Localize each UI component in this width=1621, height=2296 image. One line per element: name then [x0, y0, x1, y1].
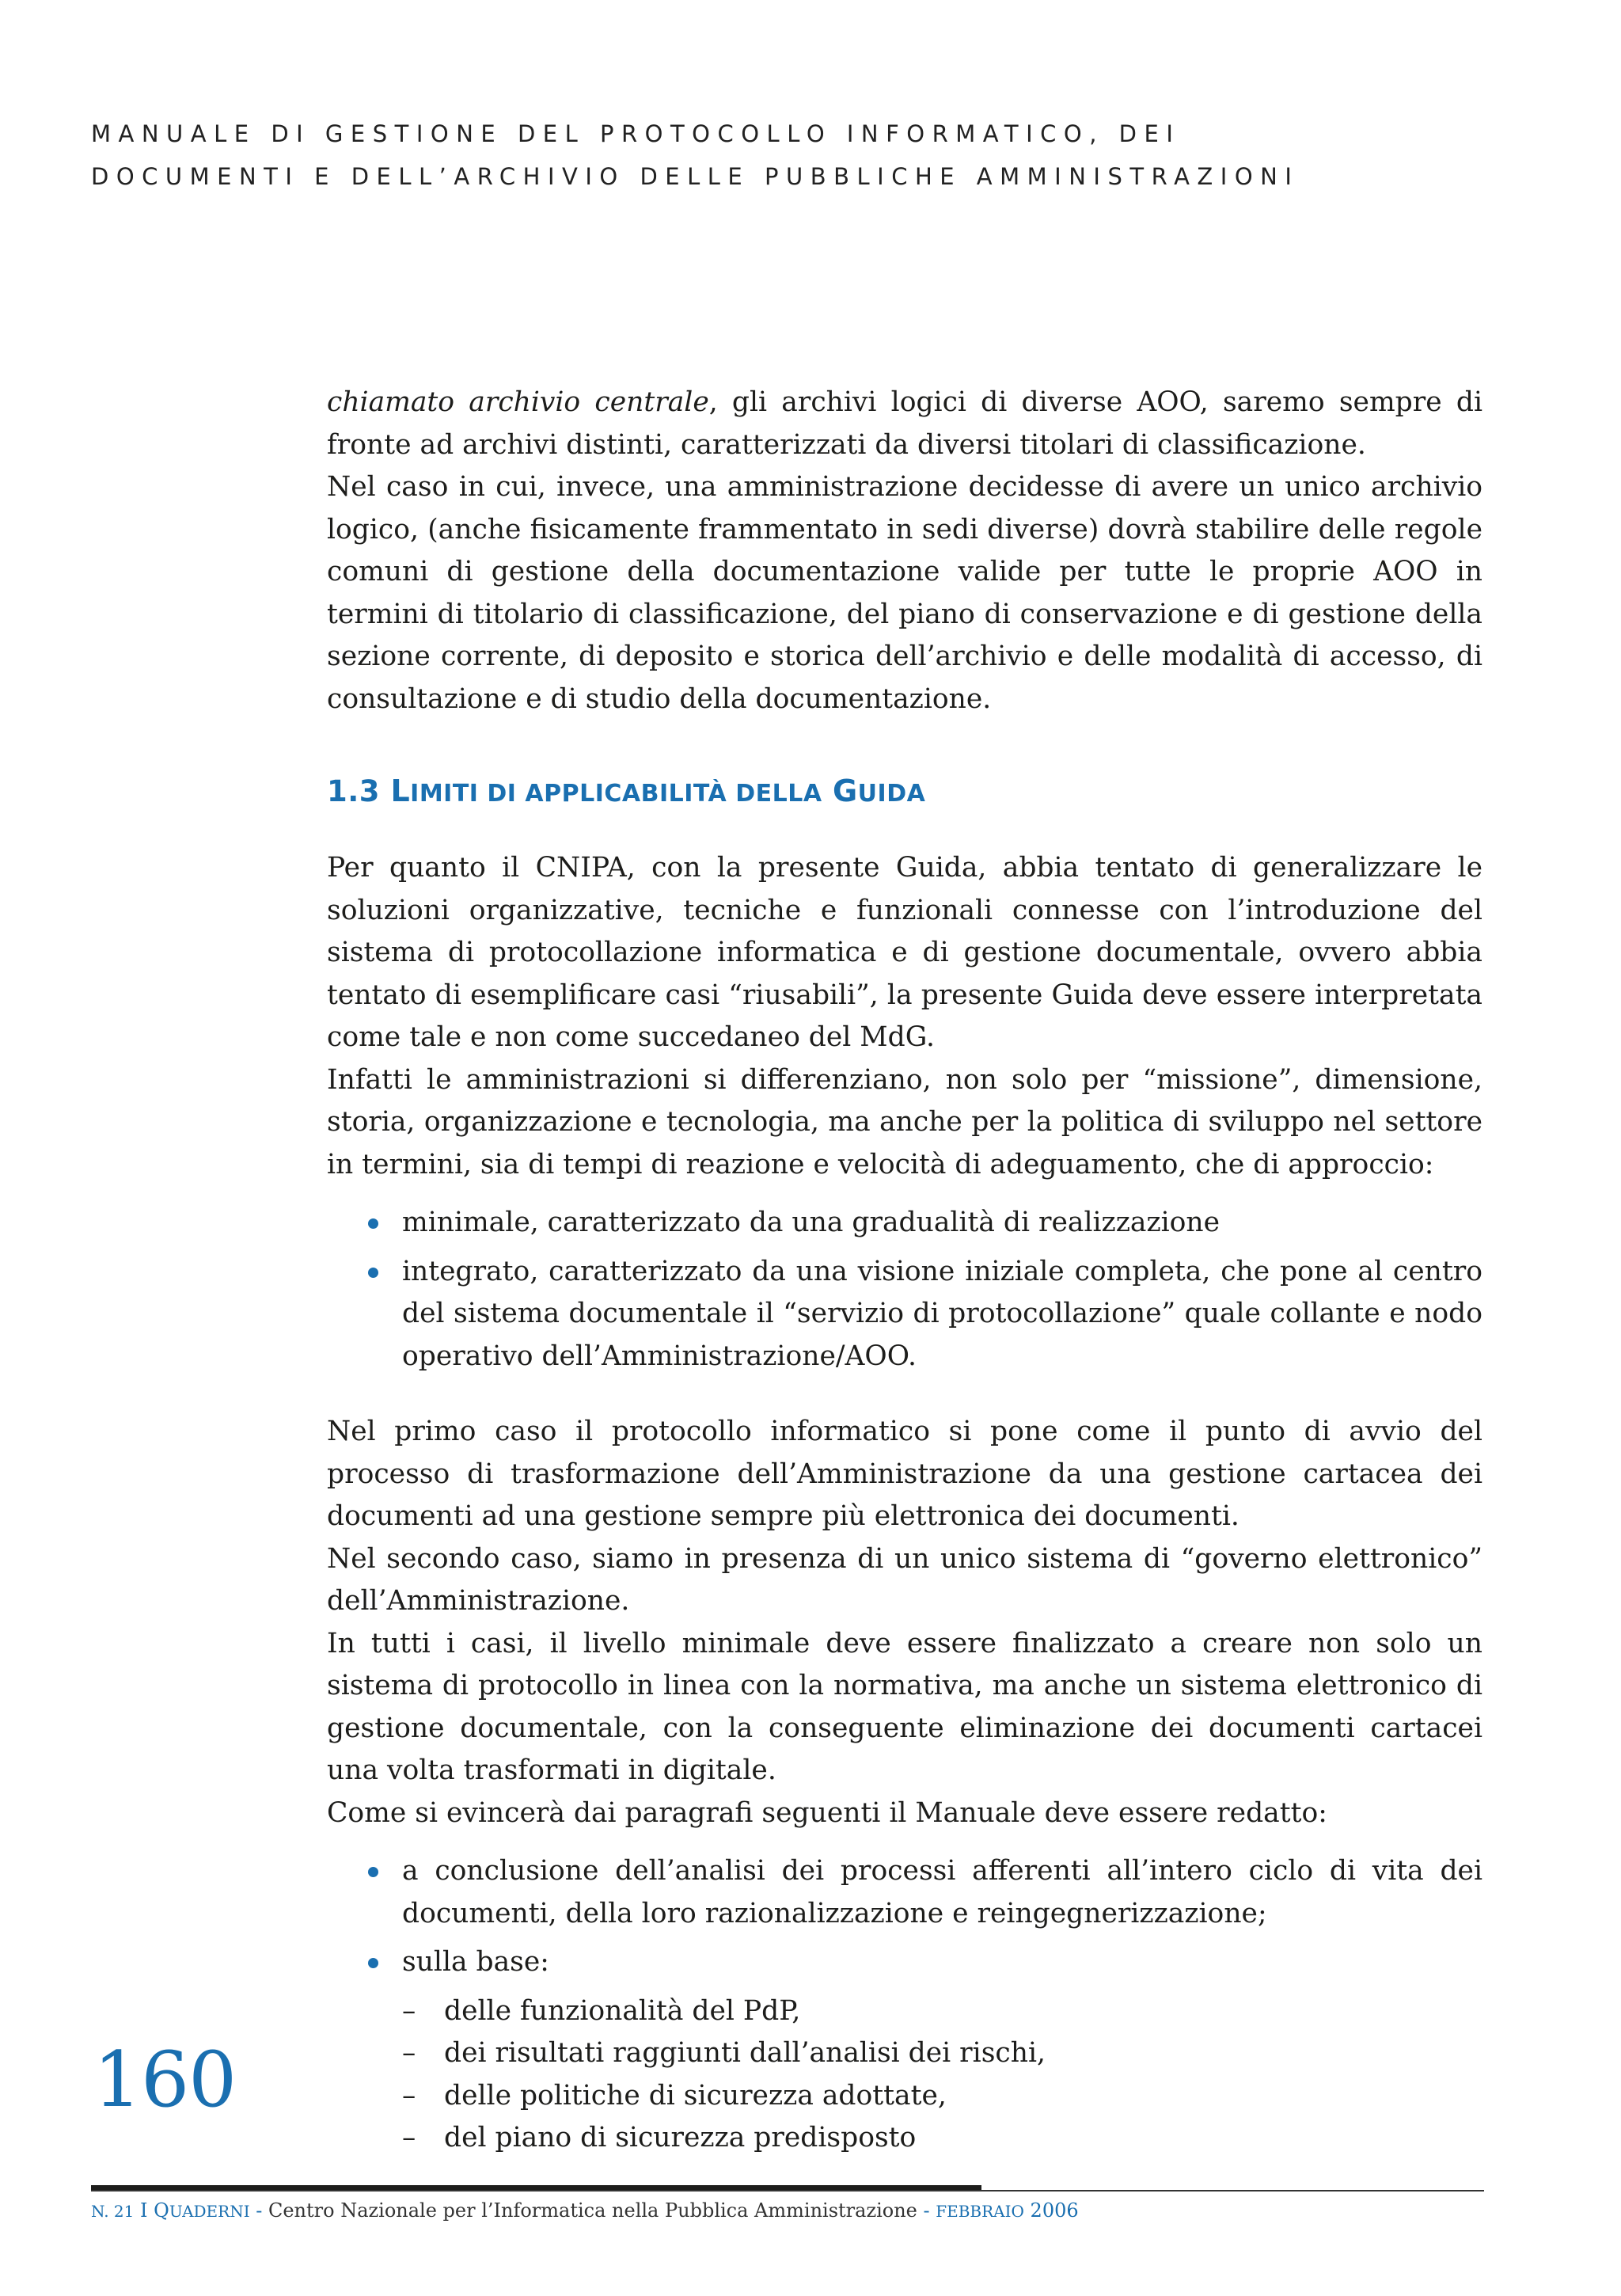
spacer [327, 1384, 1482, 1411]
sublist-item-text: del piano di sicurezza predisposto [444, 2122, 917, 2153]
list-item [327, 1941, 1482, 1984]
paragraph-3: Per quanto il CNIPA, con la presente Guida, abbia tentato di generalizzare le soluzioni organizzative, tecniche e funzionali connesse con l’introduzione del sistema di protocollazione informatica e di gestione documentale, ovvero abbia tentato di esemplificare casi “riusabili”, la presente Guida deve essere interpretata come tale e non come succedaneo del MdG. [327, 852, 1482, 1053]
basis-sublist [327, 1990, 1482, 2160]
dash-icon: – [402, 2037, 416, 2069]
sublist-item [327, 2117, 1482, 2160]
paragraph-1-text: , gli archivi logici di diverse AOO, saremo sempre di fronte ad archivi distinti, caratterizzati da diversi titolari di classificazione. [327, 386, 1482, 461]
list-item-text: a conclusione dell’analisi dei processi afferenti all’intero ciclo di vita dei documenti, della loro razionalizzazione e reingegnerizzazione; [402, 1855, 1482, 1929]
footer-dash-1: - [249, 2199, 268, 2222]
footer-dash-2: - [917, 2199, 936, 2222]
paragraph-7: In tutti i casi, il livello minimale deve essere finalizzato a creare non solo un sistema di protocollo in linea con la normativa, ma anche un sistema elettronico di gestione documentale, con la conseguente eliminazione dei documenti cartacei una volta trasformati in digitale. [327, 1627, 1482, 1786]
sublist-item [327, 2075, 1482, 2118]
section-title-part-2: UIDA [857, 780, 926, 808]
section-title-initial-l: L [390, 774, 411, 808]
footer-year: 2006 [1023, 2199, 1079, 2222]
footer-issue: N. 21 [91, 2202, 135, 2221]
sublist-item [327, 1990, 1482, 2033]
italic-term: chiamato archivio centrale [327, 386, 709, 418]
sublist-item-text: delle funzionalità del PdP, [444, 1994, 801, 2027]
dash-icon: – [402, 2079, 416, 2112]
footer-series: UADERNI [169, 2202, 250, 2221]
footer-separator: I [134, 2199, 154, 2222]
approach-list [327, 1202, 1482, 1378]
footer [91, 2199, 1484, 2222]
bullet-icon [368, 1958, 378, 1968]
bullet-icon [368, 1867, 378, 1877]
list-item-text: sulla base: [402, 1946, 549, 1978]
running-header [91, 112, 1539, 198]
list-item-text: integrato, caratterizzato da una visione iniziale completa, che pone al centro del sistema documentale il “servizio di protocollazione” quale collante e nodo operativo dell’Amministrazione/AOO. [402, 1255, 1482, 1372]
section-title-part-1: IMITI DI APPLICABILITÀ DELLA [410, 780, 822, 808]
running-header-line-1: MANUALE DI GESTIONE DEL PROTOCOLLO INFORMATICO, DEI [91, 120, 1181, 147]
list-item [327, 1251, 1482, 1378]
section-title-initial-g: G [832, 774, 858, 808]
dash-icon: – [402, 2122, 416, 2153]
paragraph-1 [327, 382, 1482, 466]
bullet-icon [368, 1268, 378, 1278]
list-item-text: minimale, caratterizzato da una gradualità di realizzazione [402, 1207, 1220, 1238]
paragraph-8: Come si evincerà dai paragrafi seguenti il Manuale deve essere redatto: [327, 1796, 1327, 1829]
section-number: 1.3 [327, 774, 381, 808]
footer-month: FEBBRAIO [936, 2202, 1024, 2221]
sublist-item-text: delle politiche di sicurezza adottate, [444, 2079, 947, 2112]
drafting-list [327, 1850, 1482, 1984]
page-number: 160 [93, 2036, 237, 2124]
dash-icon: – [402, 1994, 416, 2027]
sublist-item [327, 2032, 1482, 2075]
footer-rule [91, 2190, 1484, 2191]
section-heading [327, 771, 1482, 814]
paragraph-5: Nel primo caso il protocollo informatico si pone come il punto di avvio del processo di trasformazione dell’Amministrazione da una gestione cartacea dei documenti ad una gestione sempre più elettronica dei documenti. [327, 1416, 1482, 1532]
paragraph-4: Infatti le amministrazioni si differenziano, non solo per “missione”, dimensione, storia, organizzazione e tecnologia, ma anche per la politica di sviluppo nel settore in termini, sia di tempi di reazione e velocità di adeguamento, che di approccio: [327, 1063, 1482, 1180]
list-item [327, 1202, 1482, 1245]
list-item [327, 1850, 1482, 1935]
paragraph-2: Nel caso in cui, invece, una amministrazione decidesse di avere un unico archivio logico, (anche fisicamente frammentato in sedi diverse) dovrà stabilire delle regole comuni di gestione della documentazione valide per tutte le proprie AOO in termini di titolario di classificazione, del piano di conservazione e di gestione della sezione corrente, di deposito e storica dell’archivio e delle modalità di accesso, di consultazione e di studio della documentazione. [327, 471, 1482, 715]
paragraph-6: Nel secondo caso, siamo in presenza di un unico sistema di “governo elettronico” dell’Amministrazione. [327, 1542, 1482, 1617]
running-header-line-2: DOCUMENTI E DELL’ARCHIVIO DELLE PUBBLICHE AMMINISTRAZIONI [91, 163, 1300, 190]
footer-series-initial: Q [154, 2199, 169, 2222]
main-content [327, 382, 1482, 2160]
bullet-icon [368, 1218, 378, 1229]
footer-organization: Centro Nazionale per l’Informatica nella Pubblica Amministrazione [268, 2199, 917, 2222]
sublist-item-text: dei risultati raggiunti dall’analisi dei rischi, [444, 2037, 1046, 2069]
